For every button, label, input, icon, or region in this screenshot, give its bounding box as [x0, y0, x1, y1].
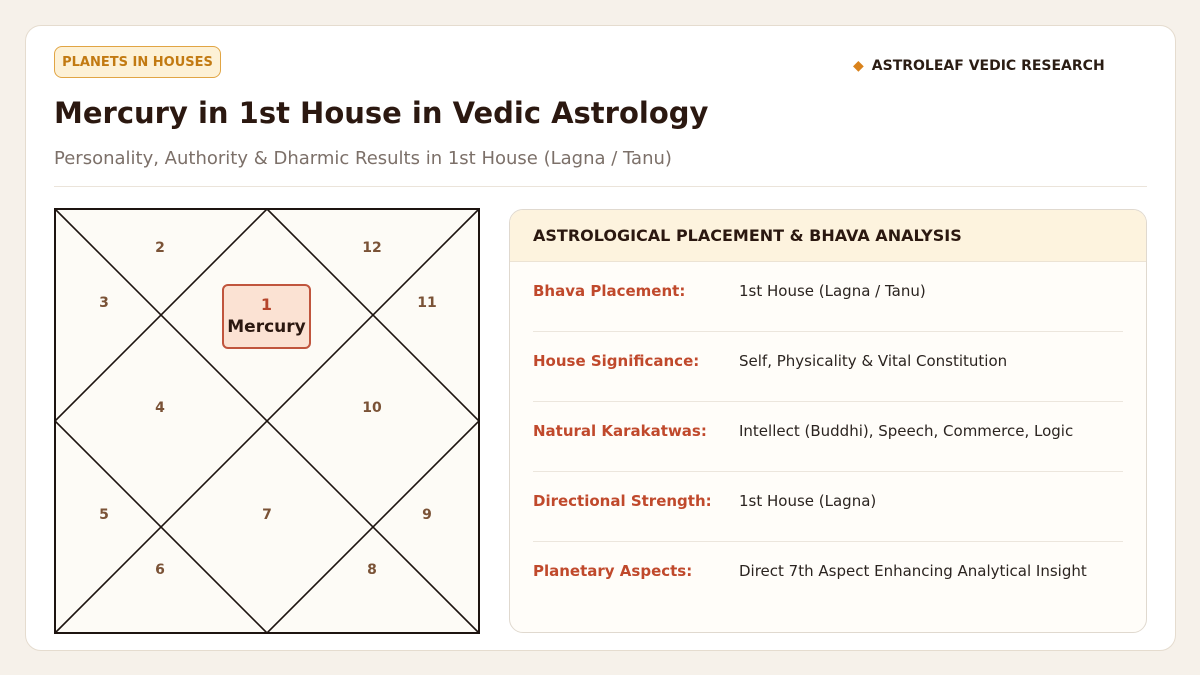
panel-heading: ASTROLOGICAL PLACEMENT & BHAVA ANALYSIS: [510, 210, 1146, 262]
diamond-icon: ◆: [853, 58, 864, 74]
house-9: 9: [422, 507, 432, 523]
house-12: 12: [362, 240, 382, 256]
row-value: 1st House (Lagna / Tanu): [739, 282, 926, 300]
planet-name: Mercury: [227, 316, 306, 337]
page-subtitle: Personality, Authority & Dharmic Results in 1st House (Lagna / Tanu): [54, 148, 672, 169]
analysis-row: [533, 262, 1123, 332]
house-5: 5: [99, 507, 109, 523]
house-2: 2: [155, 240, 165, 256]
analysis-rows: [510, 262, 1146, 612]
lagna-house-box[interactable]: [222, 284, 311, 349]
house-3: 3: [99, 295, 109, 311]
row-value: Direct 7th Aspect Enhancing Analytical Insight: [739, 562, 1087, 580]
row-value: Self, Physicality & Vital Constitution: [739, 352, 1008, 370]
page-title: Mercury in 1st House in Vedic Astrology: [54, 96, 709, 130]
analysis-row: [533, 332, 1123, 402]
brand-name: ASTROLEAF VEDIC RESEARCH: [871, 58, 1105, 74]
row-label: Directional Strength:: [533, 492, 712, 510]
row-label: Natural Karakatwas:: [533, 422, 707, 440]
analysis-row: [533, 542, 1123, 612]
row-label: House Significance:: [533, 352, 700, 370]
house-6: 6: [155, 562, 165, 578]
house-10: 10: [362, 400, 382, 416]
house-7: 7: [262, 507, 272, 523]
lagna-house-number: 1: [260, 295, 273, 315]
row-value: 1st House (Lagna): [739, 492, 877, 510]
row-value: Intellect (Buddhi), Speech, Commerce, Logic: [739, 422, 1074, 440]
row-label: Planetary Aspects:: [533, 562, 693, 580]
analysis-row: [533, 402, 1123, 472]
house-8: 8: [367, 562, 377, 578]
category-tag[interactable]: PLANETS IN HOUSES: [54, 46, 221, 78]
header-divider: [54, 186, 1147, 187]
analysis-row: [533, 472, 1123, 542]
analysis-panel: [509, 209, 1147, 633]
house-11: 11: [417, 295, 437, 311]
house-4: 4: [155, 400, 165, 416]
north-indian-chart: [54, 208, 480, 634]
chart-grid: [54, 208, 480, 634]
row-label: Bhava Placement:: [533, 282, 686, 300]
brand: [853, 56, 1105, 76]
